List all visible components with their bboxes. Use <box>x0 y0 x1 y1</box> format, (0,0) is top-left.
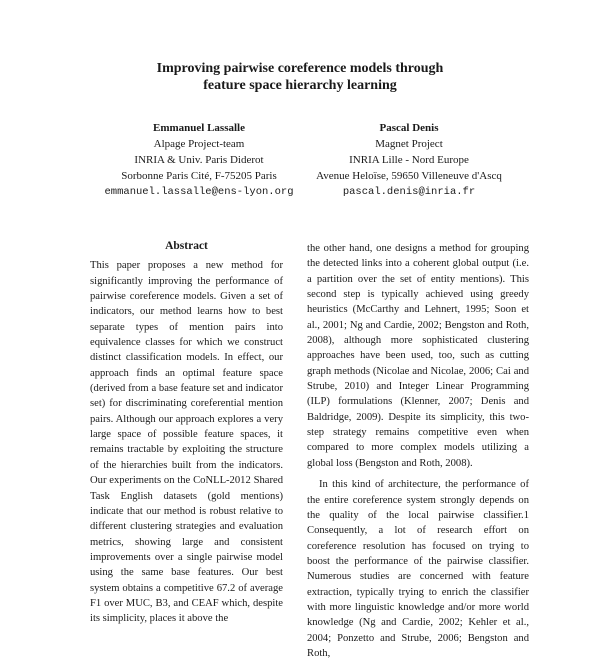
abstract-heading: Abstract <box>165 240 208 252</box>
author-email: pascal.denis@inria.fr <box>342 186 476 198</box>
paper-title-line-2: feature space hierarchy learning <box>203 78 397 93</box>
author-block-2 <box>296 120 522 200</box>
author-name: Emmanuel Lassalle <box>153 122 245 134</box>
author-email: emmanuel.lassalle@ens-lyon.org <box>104 186 294 198</box>
abstract-text: This paper proposes a new method for significantly improving the performance of pairwise coreference models. Given a set of indicators, our method learns how to best separate types of mention pairs into equivalence classes for which we construct distinct classification models. In effect, our approach finds an optimal feature space (derived from a base feature set and indicator set) for discriminating coreferential mention pairs. Although our approach explores a very large space of possible feature spaces, it remains tractable by exploiting the structure of the hierarchies built from the indicators. Our experiments on the CoNLL-2012 Shared Task English datasets (gold mentions) indicate that our method is robust relative to different clustering strategies and evaluation metrics, showing large and consistent improvements over a single pairwise model using the same base features. Our best system obtains a competitive 67.2 of average F1 over MUC, B3, and CEAF which, despite its simplicity, places it above the <box>90 260 283 625</box>
author-affiliation: INRIA Lille - Nord Europe <box>349 154 469 166</box>
body-paragraph: the other hand, one designs a method for grouping the detected links into a coherent global output (i.e. a partition over the set of entity mentions). This second step is typically achieved using greedy heuristics (McCarthy and Lehnert, 1995; Soon et al., 2001; Ng and Cardie, 2002; Bengston and Roth, 2008), although more sophisticated clustering approaches have been used, too, such as cutting graph methods (Nicolae and Nicolae, 2006; Cai and Strube, 2010) and Integer Linear Programming (ILP) formulations (Klenner, 2007; Denis and Baldridge, 2009). Despite its simplicity, this two-step strategy remains competitive even when compared to more complex models utilizing a global loss (Bengston and Roth, 2008). <box>307 243 529 469</box>
author-block-1 <box>88 120 310 200</box>
author-address: Sorbonne Paris Cité, F-75205 Paris <box>121 170 277 182</box>
author-affiliation: Magnet Project <box>375 138 443 150</box>
author-address: Avenue Heloïse, 59650 Villeneuve d'Ascq <box>316 170 502 182</box>
body-paragraph: In this kind of architecture, the performance of the entire coreference system strongly depends on the quality of the local pairwise classifier.1 Consequently, a lot of research effort on coreference resolution has focused on trying to boost the performance of the pairwise classifier. Numerous studies are concerned with feature extraction, typically trying to enrich the classifier with more linguistic knowledge and/or more world knowledge (Ng and Cardie, 2002; Kehler et al., 2004; Ponzetto and Strube, 2006; Bengston and Roth, <box>307 479 529 659</box>
paper-title-line-1: Improving pairwise coreference models through <box>156 61 444 76</box>
author-affiliation: Alpage Project-team <box>153 138 245 150</box>
author-name: Pascal Denis <box>379 122 439 134</box>
abstract-column <box>90 239 283 627</box>
body-column <box>307 241 529 661</box>
paper-title <box>0 60 600 94</box>
author-affiliation: INRIA & Univ. Paris Diderot <box>134 154 264 166</box>
